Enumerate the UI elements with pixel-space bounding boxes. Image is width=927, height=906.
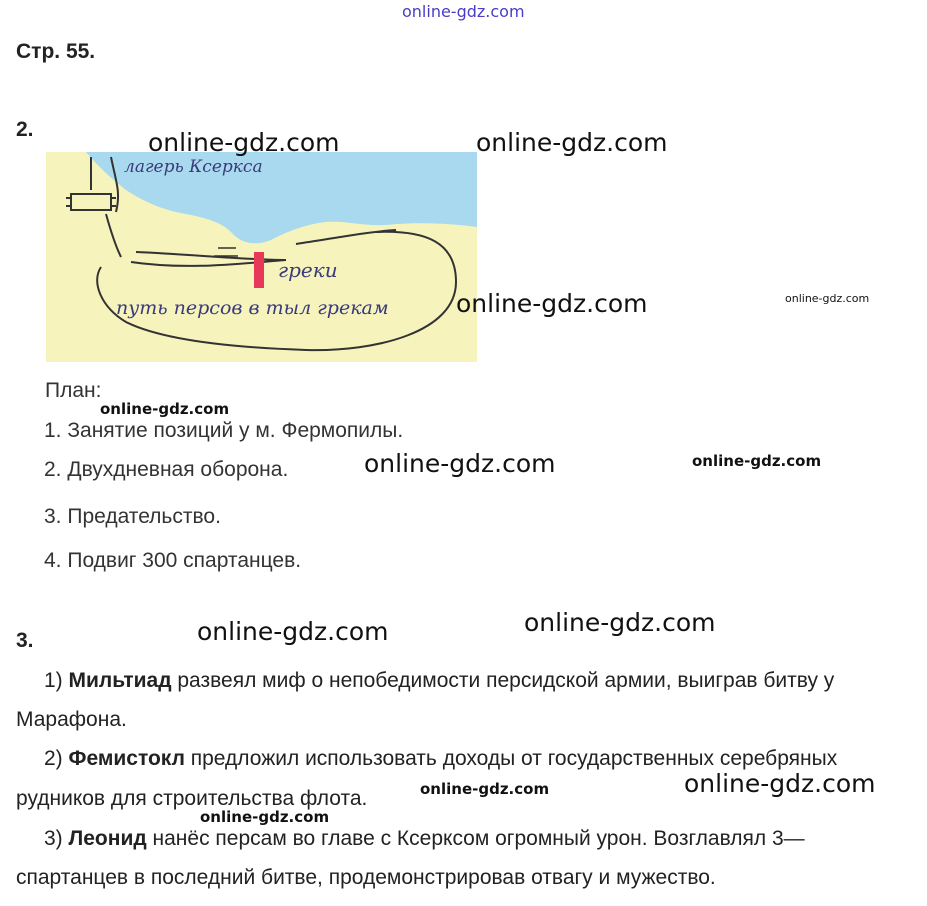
task2-number: 2. — [16, 118, 34, 141]
watermark: online-gdz.com — [100, 400, 230, 418]
task3-number: 3. — [16, 629, 34, 652]
watermark: online-gdz.com — [148, 128, 340, 157]
watermark: online-gdz.com — [200, 808, 330, 826]
map-label-camp: лагерь Ксеркса — [124, 157, 263, 177]
task3-item-2-line1: 2) Фемистокл предложил использовать доходы от государственных серебряных — [44, 747, 838, 770]
task3-item-1-line2: Марафона. — [16, 708, 127, 731]
thermopylae-map — [46, 152, 477, 362]
watermark: online-gdz.com — [197, 617, 389, 646]
task3-item-2-line2: рудников для строительства флота. — [16, 787, 368, 810]
person-name: Фемистокл — [68, 747, 185, 770]
plan-item: 4. Подвиг 300 спартанцев. — [44, 549, 302, 572]
task3-item-1-line1: 1) Мильтиад развеял миф о непобедимости персидской армии, выиграв битву у — [44, 669, 835, 692]
watermark: online-gdz.com — [692, 452, 822, 470]
map-label-path: путь персов в тыл грекам — [116, 297, 389, 319]
watermark: online-gdz.com — [524, 608, 716, 637]
plan-item: 2. Двухдневная оборона. — [44, 458, 289, 481]
plan-item: 1. Занятие позиций у м. Фермопилы. — [44, 419, 404, 442]
watermark: online-gdz.com — [684, 769, 876, 798]
page-label: Стр. 55. — [16, 40, 96, 63]
person-name: Леонид — [68, 827, 147, 850]
watermark: online-gdz.com — [456, 289, 648, 318]
map-label-greeks: греки — [278, 258, 338, 282]
watermark: online-gdz.com — [420, 780, 550, 798]
task3-item-3-line1: 3) Леонид нанёс персам во главе с Ксерксом огромный урон. Возглавлял 3— — [44, 827, 805, 850]
greek-position-marker — [254, 252, 264, 288]
watermark-top: online-gdz.com — [402, 2, 525, 21]
plan-item: 3. Предательство. — [44, 505, 221, 528]
watermark: online-gdz.com — [785, 292, 870, 305]
plan-title: План: — [45, 379, 102, 402]
task3-item-3-line2: спартанцев в последний битве, продемонстрировав отвагу и мужество. — [16, 866, 716, 889]
person-name: Мильтиад — [68, 669, 172, 692]
watermark: online-gdz.com — [364, 449, 556, 478]
watermark: online-gdz.com — [476, 128, 668, 157]
